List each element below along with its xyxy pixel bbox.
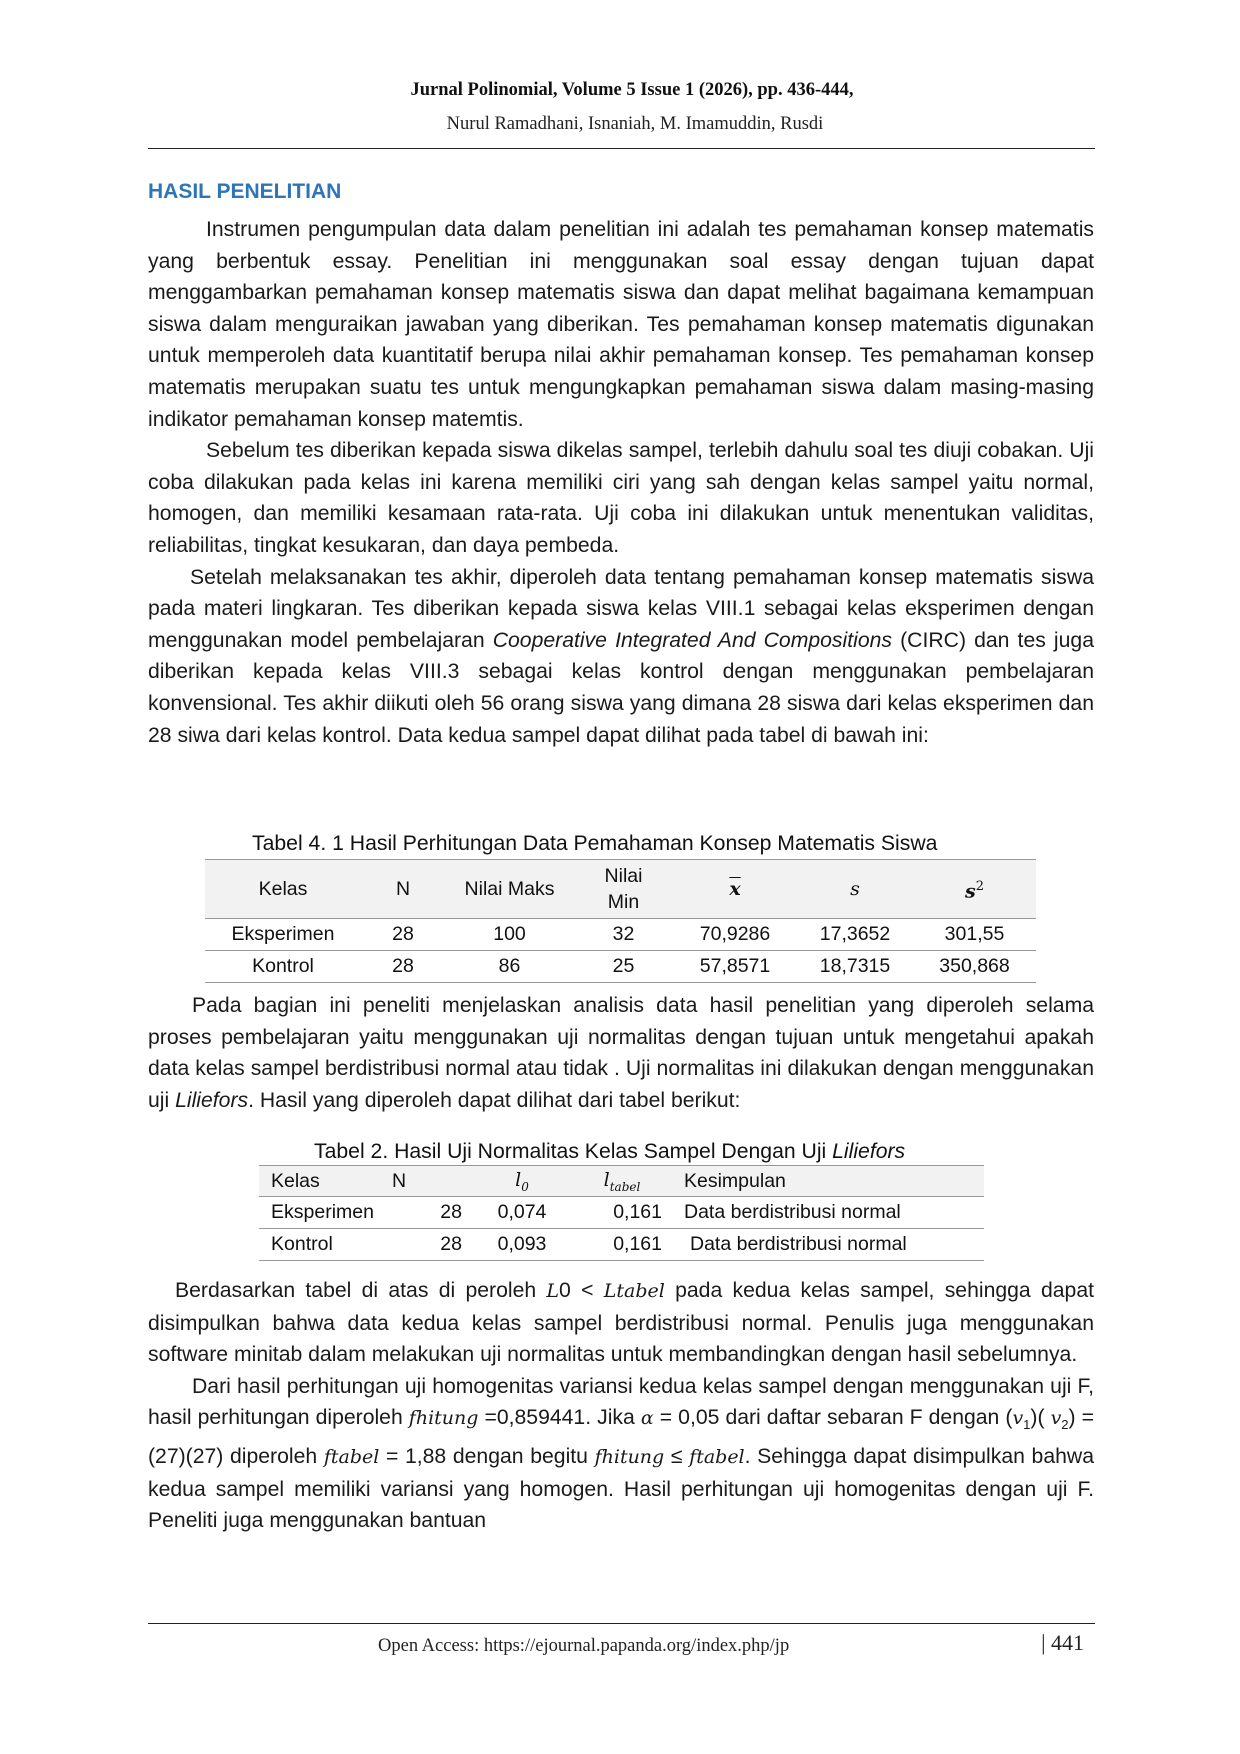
col-l0: $l_0$ [472, 1166, 572, 1197]
col-ltabel: $l_{tabel}$ [572, 1166, 672, 1197]
table-header-row [259, 1166, 984, 1197]
col-mean: $\overline{x}$ [673, 860, 797, 919]
col-std-dev: s [797, 860, 913, 919]
body-text-3 [148, 1275, 1094, 1537]
paragraph-normality: Pada bagian ini peneliti menjelaskan analisis data hasil penelitian yang diperoleh selama proses pembelajaran yaitu menggunakan uji normalitas dengan tujuan untuk mengetahui apakah data kelas sampel berdistribusi normal atau tidak . Uji normalitas ini dilakukan dengan menggunakan uji Liliefors. Hasil yang diperoleh dapat dilihat dari tabel berikut: [148, 994, 1094, 1112]
header-rule [148, 148, 1095, 149]
table-header-row [205, 860, 1036, 919]
table1-caption: Tabel 4. 1 Hasil Perhitungan Data Pemahaman Konsep Matematis Siswa [252, 832, 938, 855]
paragraph-trial: Sebelum tes diberikan kepada siswa dikelas sampel, terlebih dahulu soal tes diuji cobakan. Uji coba dilakukan pada kelas ini karena memiliki ciri yang sah dengan kelas sampel yaitu normal, homogen, dan memiliki kesamaan rata-rata. Uji coba ini dilakukan untuk menentukan validitas, reliabilitas, tingkat kesukaran, dan daya pembeda. [148, 439, 1094, 557]
section-title: HASIL PENELITIAN [148, 180, 342, 203]
col-n: N [392, 1166, 472, 1197]
col-variance: $s^2$ [913, 860, 1036, 919]
col-kelas: Kelas [205, 860, 361, 919]
table-row: Eksperimen 28 100 32 70,9286 17,3652 301,55 [205, 919, 1036, 951]
author-list: Nurul Ramadhani, Isnaniah, M. Imamuddin, Rusdi [446, 114, 824, 134]
running-header [148, 80, 1094, 135]
page-number: | 441 [1041, 1630, 1084, 1655]
paragraph-posttest: Setelah melaksanakan tes akhir, diperoleh data tentang pemahaman konsep matematis siswa pada materi lingkaran. Tes diberikan kepada siswa kelas VIII.1 sebagai kelas eksperimen dengan menggunakan model pembelajaran Cooperative Integrated And Compositions (CIRC) dan tes juga diberikan kepada kelas VIII.3 sebagai kelas kontrol dengan menggunakan pembelajaran konvensional. Tes akhir diikuti oleh 56 orang siswa yang dimana 28 siswa dari kelas eksperimen dan 28 siwa dari kelas kontrol. Data kedua sampel dapat dilihat pada tabel di bawah ini: [148, 565, 1094, 747]
table-descriptive-stats [205, 859, 1036, 983]
body-text-2 [148, 990, 1094, 1116]
col-nilai-maks: Nilai Maks [445, 860, 574, 919]
table2-caption: Tabel 2. Hasil Uji Normalitas Kelas Sampel Dengan Uji Liliefors [314, 1140, 906, 1163]
paragraph-instrument: Instrumen pengumpulan data dalam penelitian ini adalah tes pemahaman konsep matematis yang berbentuk essay. Penelitian ini menggunakan soal essay dengan tujuan dapat menggambarkan pemahaman konsep matematis siswa dan dapat melihat bagaimana kemampuan siswa dalam menguraikan jawaban yang diberikan. Tes pemahaman konsep matematis digunakan untuk memperoleh data kuantitatif berupa nilai akhir pemahaman konsep. Tes pemahaman konsep matematis merupakan suatu tes untuk mengungkapkan pemahaman siswa dalam masing-masing indikator pemahaman konsep matemtis. [148, 218, 1094, 431]
col-n: N [361, 860, 445, 919]
table-row: Kontrol 28 86 25 57,8571 18,7315 350,868 [205, 951, 1036, 983]
footer-rule [148, 1623, 1095, 1624]
journal-citation: Jurnal Polinomial, Volume 5 Issue 1 (2026), pp. 436-444, [410, 80, 854, 100]
body-text-1 [148, 214, 1094, 751]
table-normality-test [259, 1165, 984, 1261]
col-kesimpulan: Kesimpulan [672, 1166, 984, 1197]
table-row: Eksperimen 28 0,074 0,161 Data berdistribusi normal [259, 1197, 984, 1229]
paragraph-homogeneity: Dari hasil perhitungan uji homogenitas variansi kedua kelas sampel dengan menggunakan uji F, hasil perhitungan diperoleh fhitung =0,859441. Jika α = 0,05 dari daftar sebaran F dengan $(v_1)$( $v_2) = (27)(27)$ diperoleh ftabel = 1,88 dengan begitu fhitung ≤ ftabel. Sehingga dapat disimpulkan bahwa kedua sampel memiliki variansi yang homogen. Hasil perhitungan uji homogenitas dengan uji F. Peneliti juga menggunakan bantuan [148, 1374, 1095, 1533]
table-row: Kontrol 28 0,093 0,161 Data berdistribusi normal [259, 1229, 984, 1261]
col-kelas: Kelas [259, 1166, 392, 1197]
open-access-url: Open Access: https://ejournal.papanda.org/index.php/jp [378, 1636, 790, 1656]
col-nilai-min: Nilai Min [574, 860, 673, 919]
paragraph-normality-conclusion: Berdasarkan tabel di atas di peroleh L0 < Ltabel pada kedua kelas sampel, sehingga dapat disimpulkan bahwa data kedua kelas sampel berdistribusi normal. Penulis juga menggunakan software minitab dalam melakukan uji normalitas untuk membandingkan dengan hasil sebelumnya. [148, 1279, 1094, 1367]
